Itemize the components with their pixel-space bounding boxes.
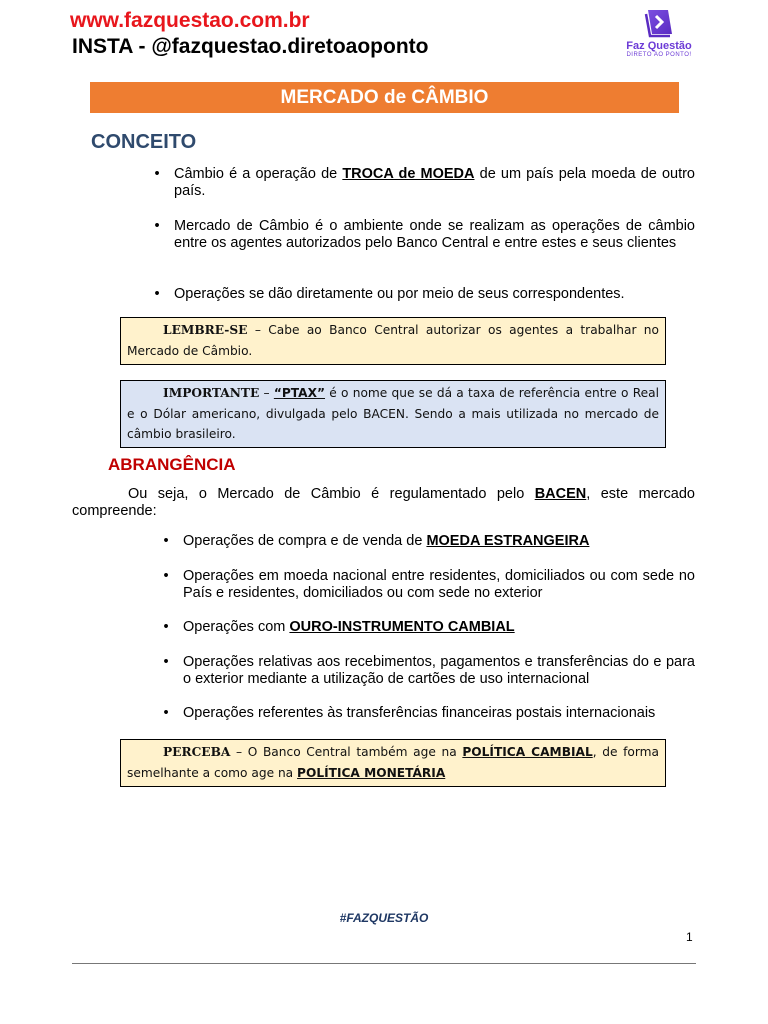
instagram-handle: INSTA - @fazquestao.diretoaoponto — [72, 35, 429, 58]
bullet-icon: • — [163, 654, 169, 670]
bullet-icon: • — [163, 533, 169, 549]
list-item: • Operações se dão diretamente ou por meio de seus correspondentes. — [174, 286, 695, 303]
term-politica-cambial: POLÍTICA CAMBIAL — [462, 745, 593, 759]
page-number: 1 — [686, 930, 693, 944]
term-troca-de-moeda: TROCA de MOEDA — [342, 166, 475, 182]
logo — [614, 6, 704, 62]
term-ouro-instrumento-cambial: OURO-INSTRUMENTO CAMBIAL — [289, 619, 515, 635]
footer-hashtag: #FAZQUESTÃO — [339, 911, 429, 925]
list-item: • Operações de compra e de venda de MOEDA ESTRANGEIRA — [183, 533, 695, 550]
callout-importante: IMPORTANTE – “PTAX” é o nome que se dá a taxa de referência entre o Real e o Dólar americano, divulgada pelo BACEN. Sendo a mais utilizada no mercado de câmbio brasileiro. — [120, 380, 666, 448]
site-url: www.fazquestao.com.br — [70, 9, 310, 32]
bullet-icon: • — [154, 218, 160, 234]
footer-divider — [72, 963, 696, 964]
bullet-icon: • — [154, 166, 160, 182]
intro-paragraph: Ou seja, o Mercado de Câmbio é regulamentado pelo BACEN, este mercado compreende: — [72, 486, 695, 519]
callout-lead: PERCEBA — [163, 745, 231, 759]
term-moeda-estrangeira: MOEDA ESTRANGEIRA — [426, 533, 590, 549]
callout-lead: LEMBRE-SE — [163, 323, 248, 337]
logo-name: Faz Questão — [626, 40, 692, 52]
section-heading-conceito: CONCEITO — [91, 131, 197, 153]
list-item: • Mercado de Câmbio é o ambiente onde se realizam as operações de câmbio entre os agentes autorizados pelo Banco Central e entre estes e seus clientes — [174, 218, 695, 252]
bullet-icon: • — [163, 619, 169, 635]
list-item: • Operações relativas aos recebimentos, pagamentos e transferências do e para o exterior mediante a utilização de cartões de uso internacional — [183, 654, 695, 688]
callout-perceba: PERCEBA – O Banco Central também age na POLÍTICA CAMBIAL, de forma semelhante a como age na POLÍTICA MONETÁRIA — [120, 739, 666, 787]
list-item: • Operações com OURO-INSTRUMENTO CAMBIAL — [183, 619, 695, 636]
list-item: • Operações referentes às transferências financeiras postais internacionais — [183, 705, 695, 722]
term-ptax: “PTAX” — [273, 386, 326, 400]
list-item: • Operações em moeda nacional entre residentes, domiciliados ou com sede no País e residentes, domiciliados ou com sede no exterior — [183, 568, 695, 602]
logo-tagline: DIRETO AO PONTO! — [626, 52, 692, 58]
bullet-icon: • — [163, 568, 169, 584]
page-title: MERCADO de CÂMBIO — [90, 82, 679, 113]
section-heading-abrangencia: ABRANGÊNCIA — [108, 455, 236, 474]
term-bacen: BACEN — [534, 486, 587, 502]
book-logo-icon — [642, 6, 676, 40]
list-item: • Câmbio é a operação de TROCA de MOEDA de um país pela moeda de outro país. — [174, 166, 695, 200]
callout-lembre-se: LEMBRE-SE – Cabe ao Banco Central autorizar os agentes a trabalhar no Mercado de Câmbio. — [120, 317, 666, 365]
term-politica-monetaria: POLÍTICA MONETÁRIA — [297, 765, 446, 780]
bullet-icon: • — [163, 705, 169, 721]
bullet-icon: • — [154, 286, 160, 302]
callout-lead: IMPORTANTE — [163, 386, 260, 400]
